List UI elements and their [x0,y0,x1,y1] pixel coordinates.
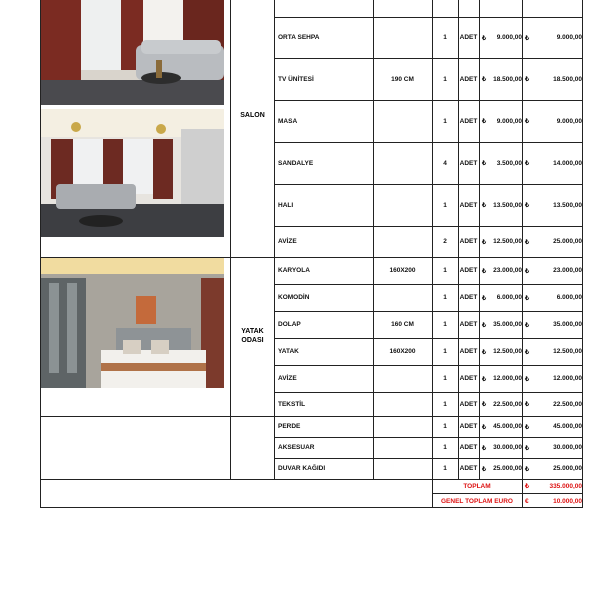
line-total-currency: ₺ [525,238,530,246]
unit-price: 9.000,00 [496,34,522,41]
unit-price-currency: ₺ [482,118,487,125]
line-total: 25.000,00 [553,465,582,472]
line-total-currency: ₺ [525,348,530,356]
item-name: HALI [278,201,294,209]
line-total: 12.500,00 [553,348,582,355]
line-total: 6.000,00 [556,294,582,301]
line-total: 12.000,00 [553,375,582,382]
item-quantity: 4 [443,159,447,167]
unit-price-currency: ₺ [482,76,487,83]
line-total: 13.500,00 [553,201,582,209]
euro-currency-symbol: € [525,497,529,505]
item-quantity: 1 [443,400,447,408]
unit-price: 13.500,00 [493,201,522,209]
line-total: 9.000,00 [556,117,582,125]
unit-price-currency: ₺ [482,294,487,302]
item-size [373,392,432,416]
grid-line [230,0,231,479]
unit-price-currency: ₺ [482,423,487,431]
item-size [373,184,432,226]
item-unit: ADET [459,75,478,83]
toplam-value: 335.000,00 [549,482,582,490]
item-name: DOLAP [278,321,301,328]
item-size: 160X200 [389,267,416,274]
item-unit: ADET [459,159,478,167]
item-quantity: 1 [443,444,447,451]
item-name: AKSESUAR [278,444,315,451]
item-size: 160 CM [391,321,414,328]
item-name: MASA [278,117,298,125]
line-total: 14.000,00 [553,159,582,167]
unit-price-currency: ₺ [482,401,487,408]
item-quantity: 1 [443,423,447,430]
item-unit: ADET [459,321,478,328]
item-quantity: 1 [443,34,447,41]
line-total: 22.500,00 [553,400,582,408]
unit-price-currency: ₺ [482,238,487,246]
line-total: 25.000,00 [553,238,582,245]
living-room-photo-2 [41,109,224,237]
item-name: ORTA SEHPA [278,34,320,41]
item-unit: ADET [459,375,478,382]
line-total-currency: ₺ [525,202,530,209]
line-total-currency: ₺ [525,118,530,125]
unit-price-currency: ₺ [482,202,487,209]
line-total-currency: ₺ [525,423,530,431]
item-unit: ADET [459,117,478,125]
item-quantity: 1 [443,465,447,472]
unit-price: 6.000,00 [496,294,522,301]
section-label-yatak-odasi: YATAK ODASI [241,328,264,344]
line-total-currency: ₺ [525,160,530,167]
item-quantity: 1 [443,375,447,382]
grid-line [40,416,274,417]
unit-price-currency: ₺ [482,465,487,473]
unit-price: 35.000,00 [493,321,522,328]
unit-price: 30.000,00 [493,444,522,451]
item-unit: ADET [459,201,478,209]
line-total: 23.000,00 [553,267,582,274]
line-total: 9.000,00 [556,34,582,41]
section-label-salon: SALON [240,112,265,119]
item-name: SANDALYE [278,159,314,167]
item-quantity: 2 [443,238,447,245]
unit-price-currency: ₺ [482,444,487,452]
item-unit: ADET [459,267,478,274]
item-unit: ADET [459,34,478,41]
bedroom-photo [41,258,224,388]
line-total-currency: ₺ [525,76,530,83]
item-quantity: 1 [443,321,447,328]
item-size [373,142,432,184]
item-unit: ADET [459,400,478,408]
item-name: KOMODİN [278,294,310,301]
item-size [373,365,432,392]
item-size [373,17,432,58]
item-quantity: 1 [443,75,447,83]
unit-price: 18.500,00 [493,75,522,83]
unit-price: 23.000,00 [493,267,522,274]
unit-price-currency: ₺ [482,34,487,42]
line-total-currency: ₺ [525,267,530,275]
toplam-currency-symbol: ₺ [525,483,530,490]
line-total: 45.000,00 [553,423,582,430]
item-size: 160X200 [389,348,416,355]
item-size: 190 CM [391,75,414,83]
unit-price: 3.500,00 [496,159,522,167]
line-total: 30.000,00 [553,444,582,451]
unit-price: 25.000,00 [493,465,522,472]
item-name: KARYOLA [278,267,310,274]
grid-line [40,0,41,508]
unit-price: 45.000,00 [493,423,522,430]
item-size [373,416,432,437]
item-quantity: 1 [443,348,447,355]
line-total-currency: ₺ [525,321,530,329]
line-total-currency: ₺ [525,34,530,42]
unit-price: 12.500,00 [493,348,522,355]
unit-price: 12.500,00 [493,238,522,245]
item-unit: ADET [459,423,478,430]
line-total-currency: ₺ [525,465,530,473]
item-name: TEKSTİL [278,400,306,408]
item-name: DUVAR KAĞIDI [278,465,326,472]
line-total-currency: ₺ [525,401,530,408]
unit-price-currency: ₺ [482,348,487,356]
item-unit: ADET [459,444,478,451]
toplam-label: TOPLAM [463,482,491,490]
unit-price-currency: ₺ [482,375,487,383]
grid-line [40,257,274,258]
item-unit: ADET [459,465,478,472]
unit-price: 9.000,00 [496,117,522,125]
line-total: 18.500,00 [553,75,582,83]
living-room-photo-1 [41,0,224,105]
line-total: 35.000,00 [553,321,582,328]
item-size [373,100,432,142]
item-name: YATAK [278,348,299,355]
unit-price-currency: ₺ [482,267,487,275]
item-quantity: 1 [443,294,447,301]
unit-price-currency: ₺ [482,160,487,167]
unit-price: 12.000,00 [493,375,522,382]
item-size [373,284,432,311]
item-size [373,437,432,458]
item-size [373,226,432,257]
unit-price-currency: ₺ [482,321,487,329]
line-total-currency: ₺ [525,294,530,302]
item-name: AVİZE [278,238,297,245]
item-unit: ADET [459,294,478,301]
item-unit: ADET [459,348,478,355]
item-name: TV ÜNİTESİ [278,75,314,83]
item-name: PERDE [278,423,301,430]
genel-toplam-euro-label: GENEL TOPLAM EURO [441,497,513,505]
item-unit: ADET [459,238,478,245]
item-size [373,458,432,479]
unit-price: 22.500,00 [493,400,522,408]
item-quantity: 1 [443,117,447,125]
line-total-currency: ₺ [525,375,530,383]
item-quantity: 1 [443,267,447,274]
item-quantity: 1 [443,201,447,209]
item-name: AVİZE [278,375,297,382]
euro-value: 10.000,00 [553,497,582,505]
line-total-currency: ₺ [525,444,530,452]
